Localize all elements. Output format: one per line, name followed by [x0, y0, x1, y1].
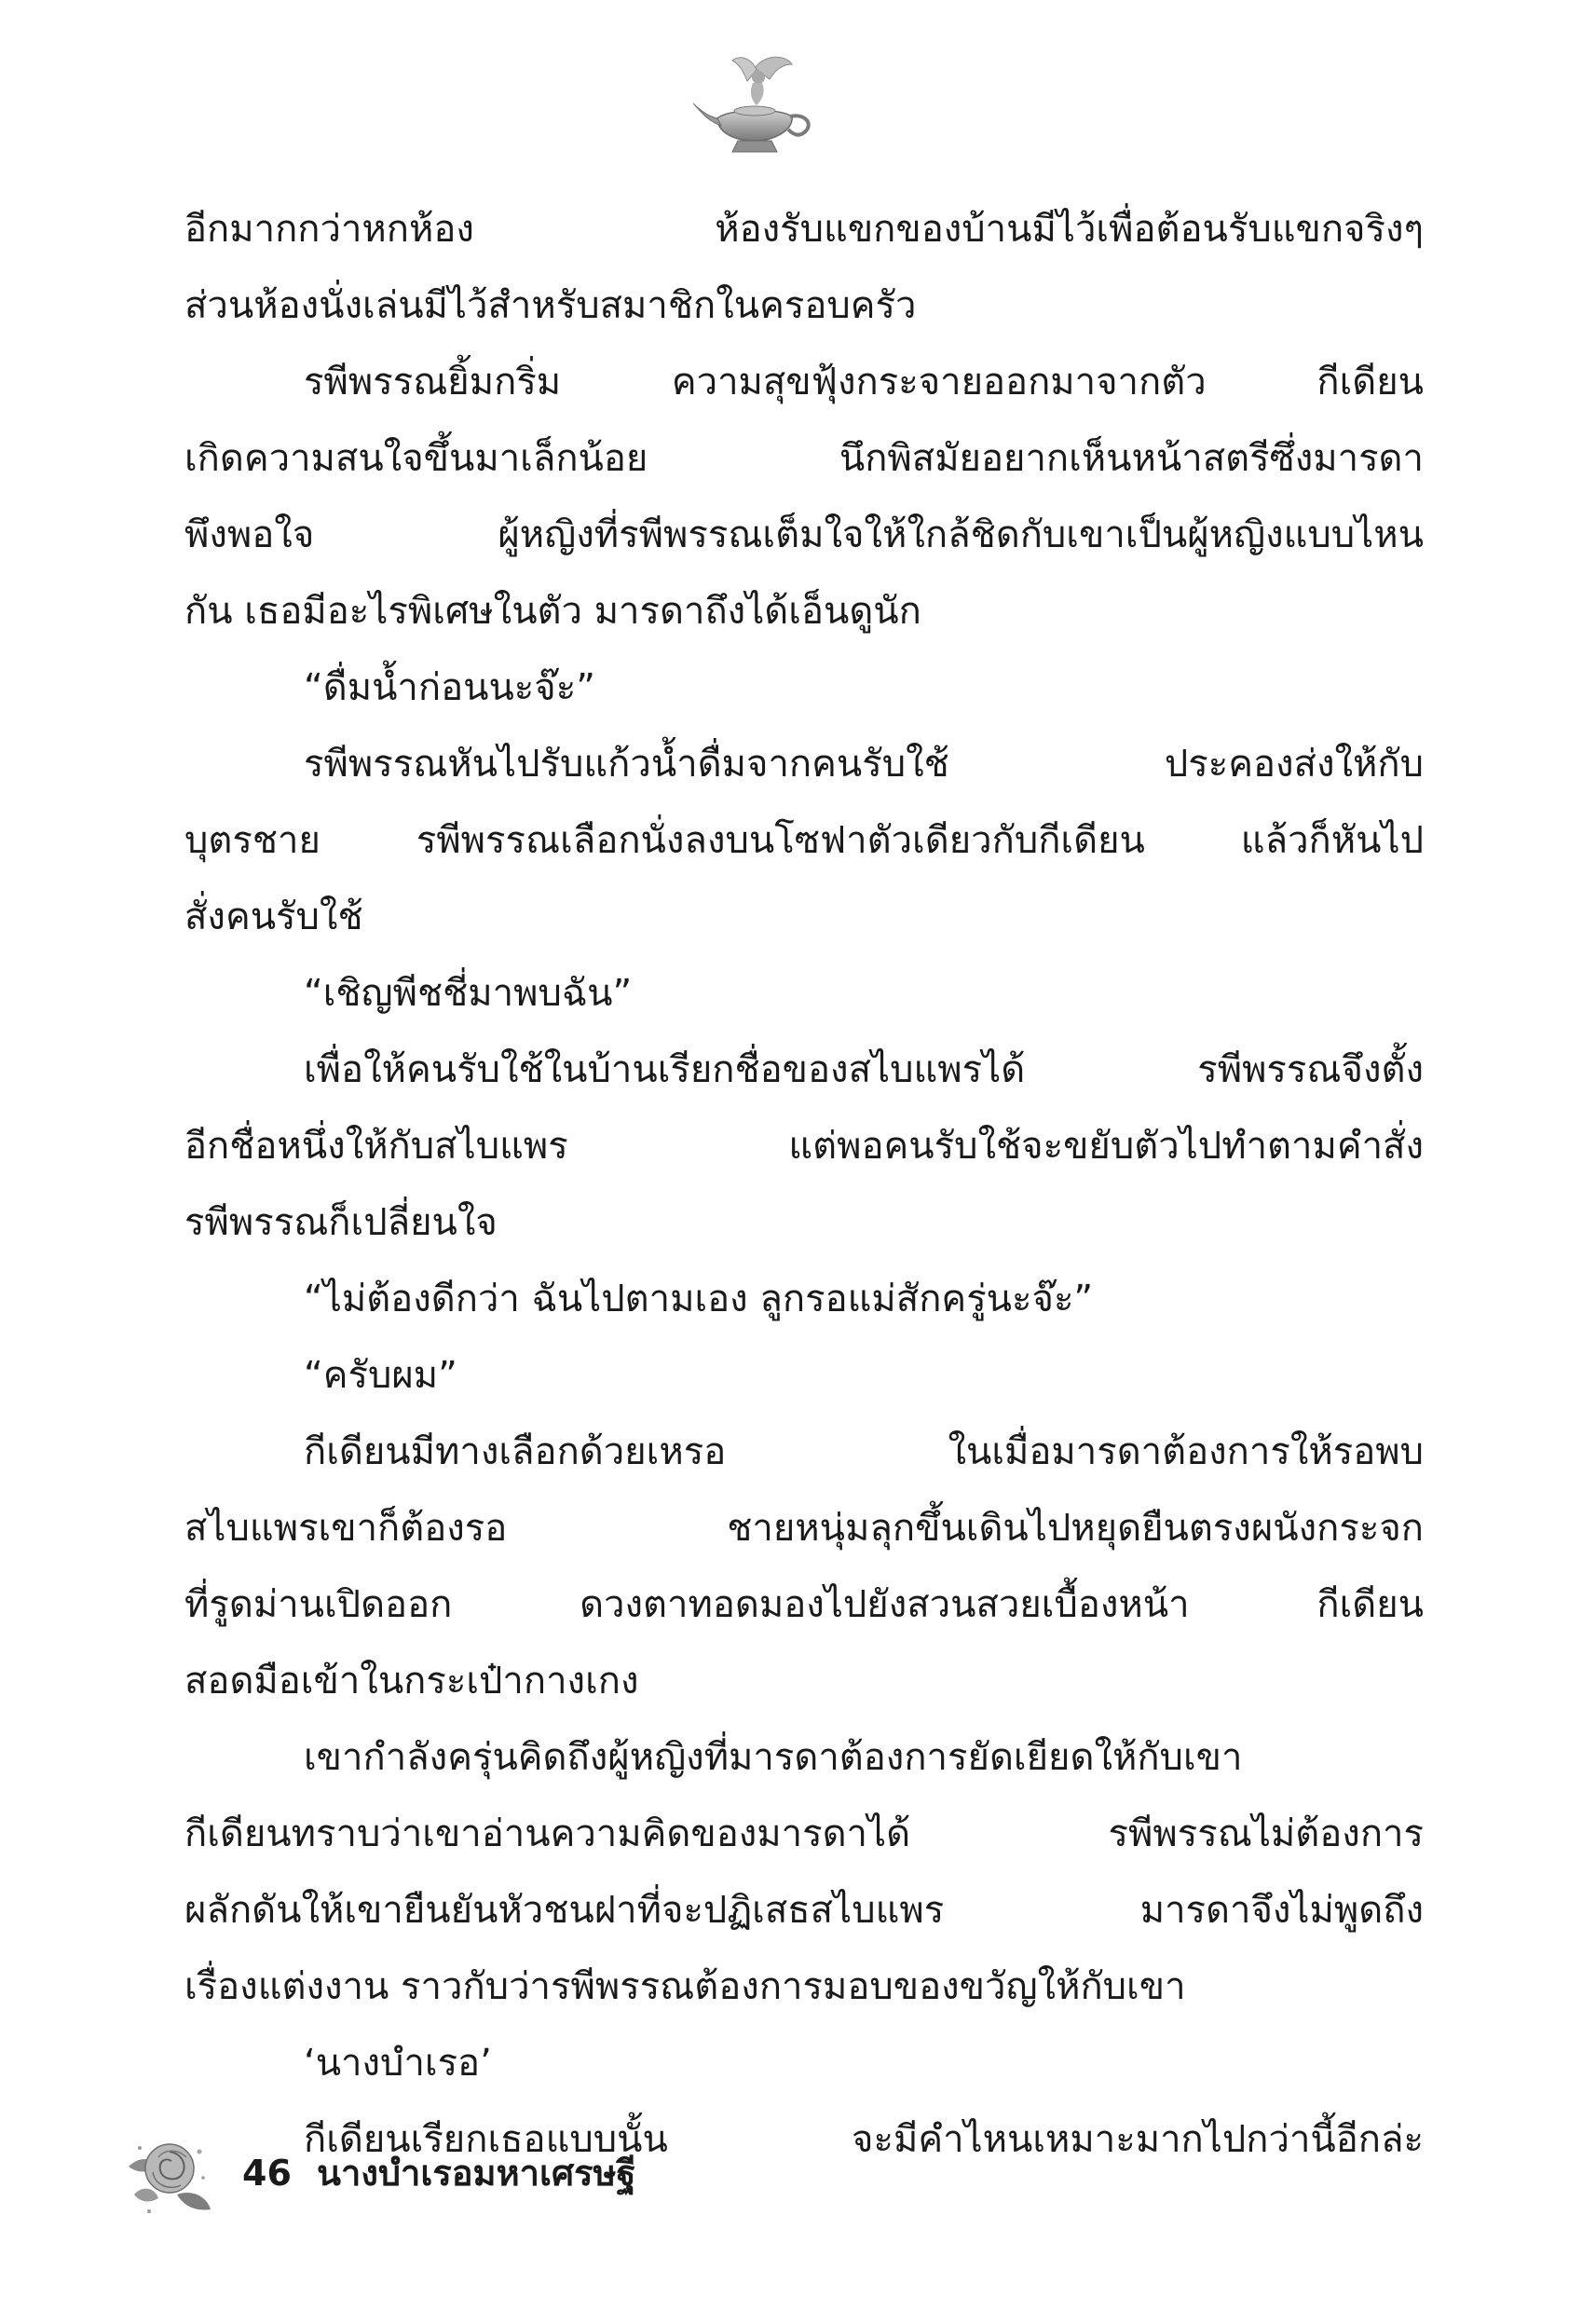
text-line: บุตรชาย รพีพรรณเลือกนั่งลงบนโซฟาตัวเดียวกับกีเดียน แล้วก็หันไป: [184, 819, 1424, 862]
text-line: พึงพอใจ ผู้หญิงที่รพีพรรณเต็มใจให้ใกล้ชิดกับเขาเป็นผู้หญิงแบบไหน: [184, 513, 1424, 556]
text-line: รพีพรรณยิ้มกริ่ม ความสุขฟุ้งกระจายออกมาจากตัว กีเดียน: [304, 361, 1424, 403]
text-line: “ดื่มน้ำก่อนนะจ๊ะ”: [304, 666, 595, 709]
body-text: [184, 191, 1424, 2178]
text-line: สั่งคนรับใช้: [184, 896, 363, 938]
text-line: กีเดียนทราบว่าเขาอ่านความคิดของมารดาได้ รพีพรรณไม่ต้องการ: [184, 1812, 1424, 1855]
text-line: อีกชื่อหนึ่งให้กับสไบแพร แต่พอคนรับใช้จะขยับตัวไปทำตามคำสั่ง: [184, 1125, 1424, 1168]
text-line: “ครับผม”: [304, 1354, 457, 1397]
text-line: ผลักดันให้เขายืนยันหัวชนฝาที่จะปฏิเสธสไบแพร มารดาจึงไม่พูดถึง: [184, 1889, 1424, 1932]
book-title: นางบำเรอมหาเศรษฐี: [317, 2153, 636, 2194]
text-line: สอดมือเข้าในกระเป๋ากางเกง: [184, 1660, 639, 1702]
text-line: อีกมากกว่าหกห้อง ห้องรับแขกของบ้านมีไว้เพื่อต้อนรับแขกจริงๆ: [184, 208, 1424, 251]
text-line: เขากำลังครุ่นคิดถึงผู้หญิงที่มารดาต้องการยัดเยียดให้กับเขา: [304, 1736, 1243, 1779]
text-line: “ไม่ต้องดีกว่า ฉันไปตามเอง ลูกรอแม่สักครู่นะจ๊ะ”: [304, 1278, 1094, 1320]
page-number: 46: [242, 2153, 292, 2194]
page-footer: [121, 2129, 773, 2232]
text-line: รพีพรรณก็เปลี่ยนใจ: [184, 1201, 498, 1244]
text-line: กีเดียนเรียกเธอแบบนั้น จะมีคำไหนเหมาะมากไปกว่านี้อีกล่ะ: [304, 2118, 1424, 2161]
cupid-lamp-icon: [689, 51, 820, 163]
text-line: เกิดความสนใจขึ้นมาเล็กน้อย นึกพิสมัยอยากเห็นหน้าสตรีซึ่งมารดา: [184, 437, 1424, 480]
text-line: เพื่อให้คนรับใช้ในบ้านเรียกชื่อของสไบแพรได้ รพีพรรณจึงตั้ง: [304, 1048, 1424, 1091]
text-line: สไบแพรเขาก็ต้องรอ ชายหนุ่มลุกขึ้นเดินไปหยุดยืนตรงผนังกระจก: [184, 1507, 1424, 1550]
text-line: กีเดียนมีทางเลือกด้วยเหรอ ในเมื่อมารดาต้องการให้รอพบ: [304, 1430, 1424, 1473]
text-line: รพีพรรณหันไปรับแก้วน้ำดื่มจากคนรับใช้ ประคองส่งให้กับ: [304, 743, 1424, 786]
text-line: ส่วนห้องนั่งเล่นมีไว้สำหรับสมาชิกในครอบครัว: [184, 284, 917, 327]
text-line: ‘นางบำเรอ’: [304, 2042, 492, 2085]
rose-icon: [121, 2129, 214, 2222]
text-line: กัน เธอมีอะไรพิเศษในตัว มารดาถึงได้เอ็นดูนัก: [184, 590, 921, 633]
text-line: “เชิญพีชชี่มาพบฉัน”: [304, 972, 633, 1015]
text-line: เรื่องแต่งงาน ราวกับว่ารพีพรรณต้องการมอบของขวัญให้กับเขา: [184, 1965, 1186, 2008]
text-line: ที่รูดม่านเปิดออก ดวงตาทอดมองไปยังสวนสวยเบื้องหน้า กีเดียน: [184, 1583, 1424, 1626]
